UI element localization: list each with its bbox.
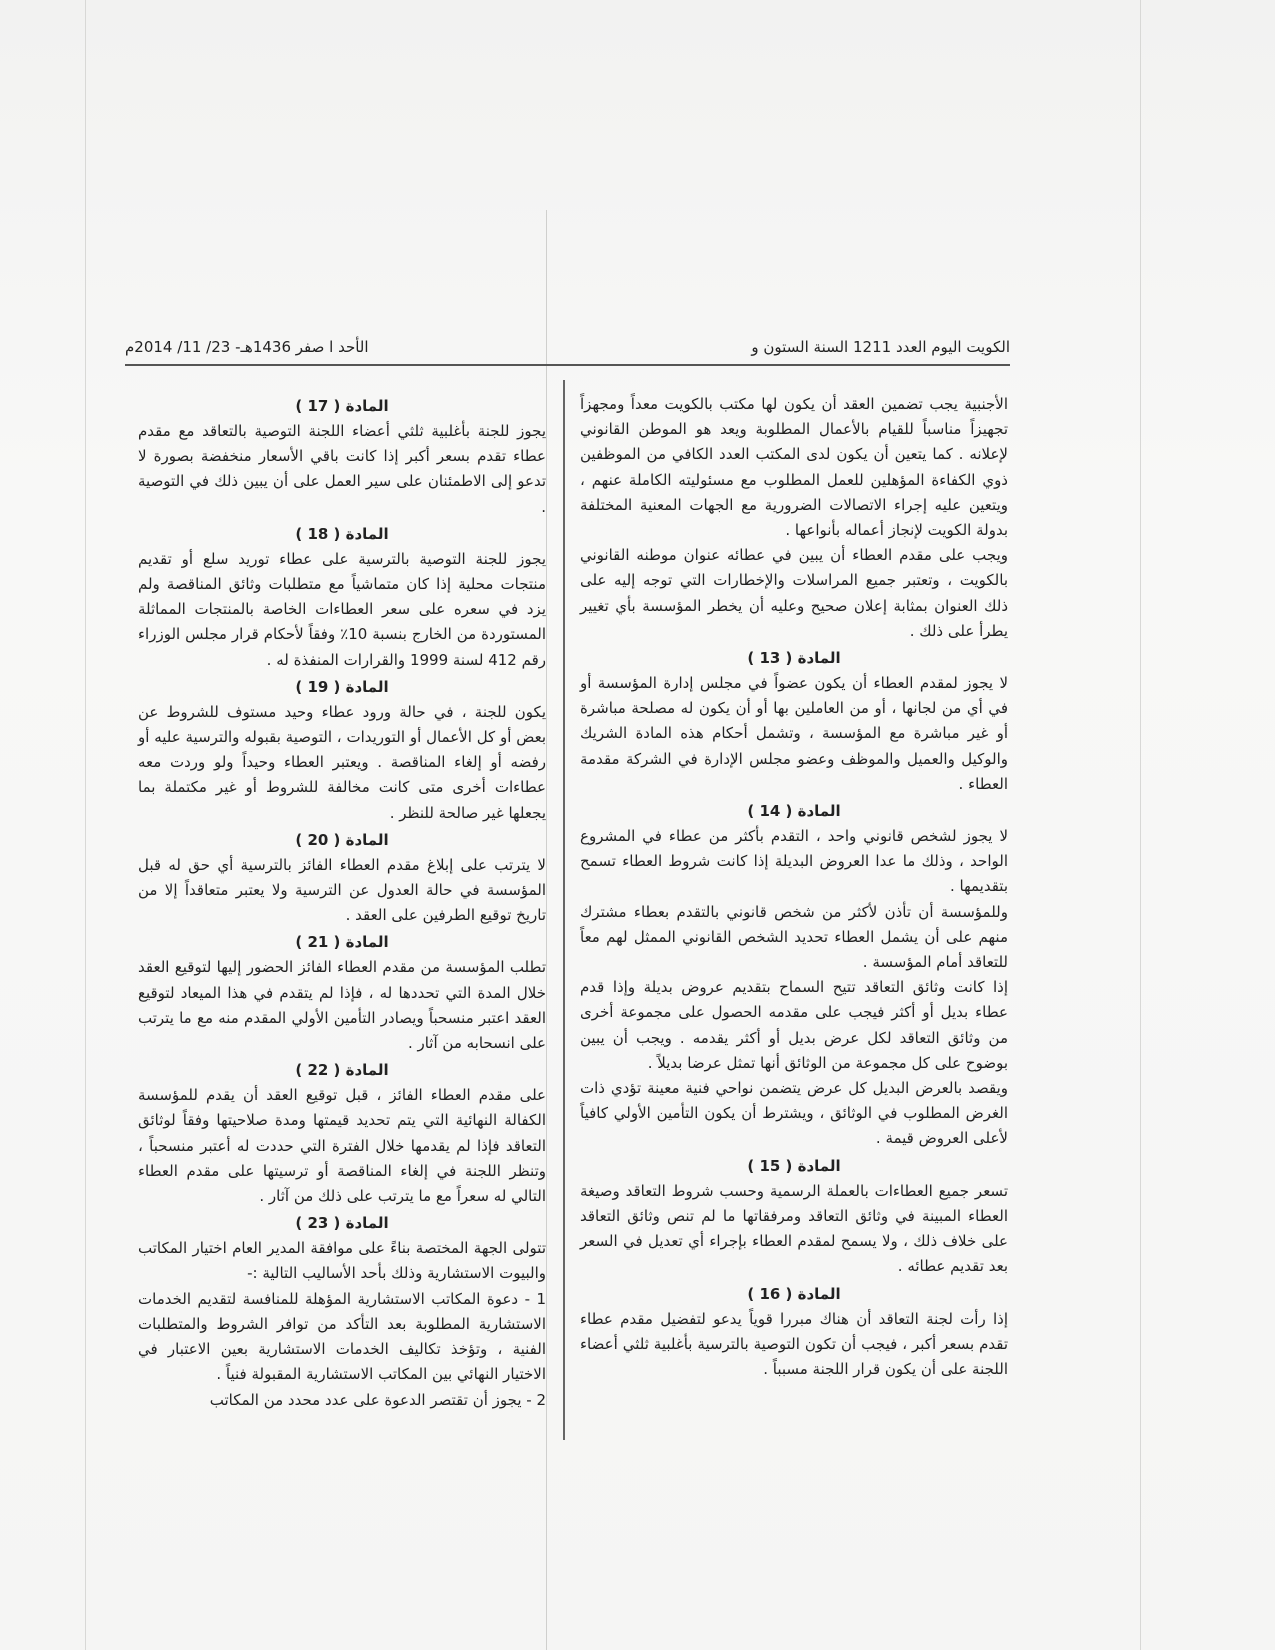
gazette-header <box>125 338 1010 364</box>
page-edge-left <box>85 0 86 1650</box>
article-paragraph: يجوز للجنة التوصية بالترسية على عطاء توريد سلع أو تقديم منتجات محلية إذا كان متماشياً مع متطلبات وثائق المناقصة ولم يزد في سعره على سعر العطاءات الخاصة بالمنتجات المماثلة المستوردة من الخارج بنسبة 10٪ وفقاً لأحكام قرار مجلس الوزراء رقم 412 لسنة 1999 والقرارات المنفذة له . <box>138 549 546 669</box>
article-heading: المادة ( 18 ) <box>295 524 389 543</box>
article-paragraph: لا يترتب على إبلاغ مقدم العطاء الفائز بالترسية أي حق له قبل المؤسسة في حالة العدول عن الترسية ولا يعتبر متعاقداً إلا من تاريخ توقيع الطرفين على العقد . <box>138 855 546 925</box>
left-text-column <box>138 392 546 1413</box>
article-paragraph: يجوز للجنة بأغلبية ثلثي أعضاء اللجنة التوصية بالتعاقد مع مقدم عطاء تقدم بسعر أكبر إذا كانت باقي الأسعار منخفضة بصورة لا تدعو إلى الاطمئنان على سير العمل على أن يبين ذلك في التوصية . <box>138 422 546 516</box>
article-paragraph: يكون للجنة ، في حالة ورود عطاء وحيد مستوف للشروط عن بعض أو كل الأعمال أو التوريدات ، التوصية بقبوله والترسية عليه أو رفضه أو إلغاء المناقصة . ويعتبر العطاء وحيداً ولو وردت معه عطاءات أخرى متى كانت مخالفة للشروط أو غير مكتملة بما يجعلها غير صالحة للنظر . <box>138 702 546 822</box>
right-text-column <box>580 392 1008 1382</box>
article-heading: المادة ( 19 ) <box>295 677 389 696</box>
article-paragraph: لا يجوز لشخص قانوني واحد ، التقدم بأكثر من عطاء في المشروع الواحد ، وذلك ما عدا العروض البديلة إذا كانت شروط العطاء تسمح بتقديمها . <box>580 827 1008 896</box>
article-paragraph: الأجنبية يجب تضمين العقد أن يكون لها مكتب بالكويت معداً ومجهزاً تجهيزاً مناسباً للقيام بالأعمال المطلوبة ويعد هو الموطن القانوني لإعلانه . كما يتعين أن يكون لدى المكتب العدد الكافي من الموظفين ذوي الكفاءة المؤهلين للعمل المطلوب مع مسئوليته الكاملة عنهم ، ويتعين عليه إجراء الاتصالات الضرورية مع الجهات المعنية المختلفة بدولة الكويت لإنجاز أعماله بأنواعها . <box>580 395 1008 540</box>
article-heading: المادة ( 21 ) <box>295 933 389 952</box>
article-heading: المادة ( 13 ) <box>747 649 841 668</box>
article-paragraph: تتولى الجهة المختصة بناءً على موافقة المدير العام اختيار المكاتب والبيوت الاستشارية وذلك بأحد الأساليب التالية :- <box>138 1239 546 1283</box>
article-heading: المادة ( 15 ) <box>747 1156 841 1175</box>
article-paragraph: ويجب على مقدم العطاء أن يبين في عطائه عنوان موطنه القانوني بالكويت ، وتعتبر جميع المراسلات والإخطارات التي توجه إليه على ذلك العنوان بمثابة إعلان صحيح وعليه أن يخطر المؤسسة بأي تغيير يطرأ على ذلك . <box>580 546 1008 640</box>
article-paragraph: لا يجوز لمقدم العطاء أن يكون عضواً في مجلس إدارة المؤسسة أو في أي من لجانها ، أو من العاملين بها أو أن يكون له مصلحة مباشرة أو غير مباشرة مع المؤسسة ، وتشمل أحكام هذه المادة الشريك والوكيل والعميل والموظف وعضو مجلس الإدارة في الشركة مقدمة العطاء . <box>580 674 1008 793</box>
article-paragraph: تطلب المؤسسة من مقدم العطاء الفائز الحضور إليها لتوقيع العقد خلال المدة التي تحددها له ، فإذا لم يتقدم في هذا الميعاد لتوقيع العقد اعتبر منسحباً ويصادر التأمين الأولي المقدم منه مع ما يترتب على انسحابه من آثار . <box>138 958 546 1053</box>
gazette-issue-info: الكويت اليوم العدد 1211 السنة الستون و <box>751 338 1010 356</box>
article-heading: المادة ( 22 ) <box>295 1061 389 1080</box>
column-divider <box>563 380 565 1440</box>
article-heading: المادة ( 20 ) <box>295 830 389 849</box>
article-heading: المادة ( 23 ) <box>295 1214 389 1233</box>
article-heading: المادة ( 14 ) <box>747 802 841 821</box>
header-rule <box>125 364 1010 366</box>
article-paragraph: ويقصد بالعرض البديل كل عرض يتضمن نواحي فنية معينة تؤدي ذات الغرض المطلوب في الوثائق ، ويشترط أن يكون التأمين الأولي كافياً لأعلى العروض قيمة . <box>580 1079 1008 1148</box>
article-paragraph: على مقدم العطاء الفائز ، قبل توقيع العقد أن يقدم للمؤسسة الكفالة النهائية التي يتم تحديد قيمتها ومدة صلاحيتها وفقاً لوثائق التعاقد فإذا لم يقدمها خلال الفترة التي حددت له أعتبر منسحباً ، وتنظر اللجنة في إلغاء المناقصة أو ترسيتها على مقدم العطاء التالي له سعراً مع ما يترتب على ذلك من آثار . <box>138 1086 546 1206</box>
article-paragraph: وللمؤسسة أن تأذن لأكثر من شخص قانوني بالتقدم بعطاء مشترك منهم على أن يشمل العطاء تحديد الشخص القانوني الممثل لهم معاً للتعاقد أمام المؤسسة . <box>580 902 1008 972</box>
gazette-date: الأحد ا صفر 1436هـ- 23/ 11/ 2014م <box>125 338 369 356</box>
article-heading: المادة ( 16 ) <box>747 1284 841 1303</box>
page-fold-line <box>546 210 547 1650</box>
page-edge-right <box>1140 0 1141 1650</box>
article-paragraph: 2 - يجوز أن تقتصر الدعوة على عدد محدد من المكاتب <box>209 1390 546 1409</box>
article-paragraph: 1 - دعوة المكاتب الاستشارية المؤهلة للمنافسة لتقديم الخدمات الاستشارية المطلوبة بعد التأكد من توافر الشروط والمتطلبات الفنية ، وتؤخذ تكاليف الخدمات الاستشارية بعين الاعتبار في الاختيار النهائي بين المكاتب الاستشارية المقبولة فنياً . <box>138 1289 546 1384</box>
article-paragraph: تسعر جميع العطاءات بالعملة الرسمية وحسب شروط التعاقد وصيغة العطاء المبينة في وثائق التعاقد ومرفقاتها ما لم تنص وثائق التعاقد على خلاف ذلك ، ولا يسمح لمقدم العطاء بإجراء أي تعديل في السعر بعد تقديم عطائه . <box>580 1181 1008 1276</box>
article-paragraph: إذا كانت وثائق التعاقد تتيح السماح بتقديم عروض بديلة وإذا قدم عطاء بديل أو أكثر فيجب على مقدمه الحصول على مجموعة أخرى من وثائق التعاقد لكل عرض بديل أو أكثر يقدمه . ويجب أن يبين بوضوح على كل مجموعة من الوثائق أنها تمثل عرضا بديلاً . <box>580 978 1008 1072</box>
article-paragraph: إذا رأت لجنة التعاقد أن هناك مبررا قوياً يدعو لتفضيل مقدم عطاء تقدم بسعر أكبر ، فيجب أن تكون التوصية بالترسية بأغلبية ثلثي أعضاء اللجنة على أن يكون قرار اللجنة مسبباً . <box>580 1309 1008 1378</box>
article-heading: المادة ( 17 ) <box>295 397 389 415</box>
